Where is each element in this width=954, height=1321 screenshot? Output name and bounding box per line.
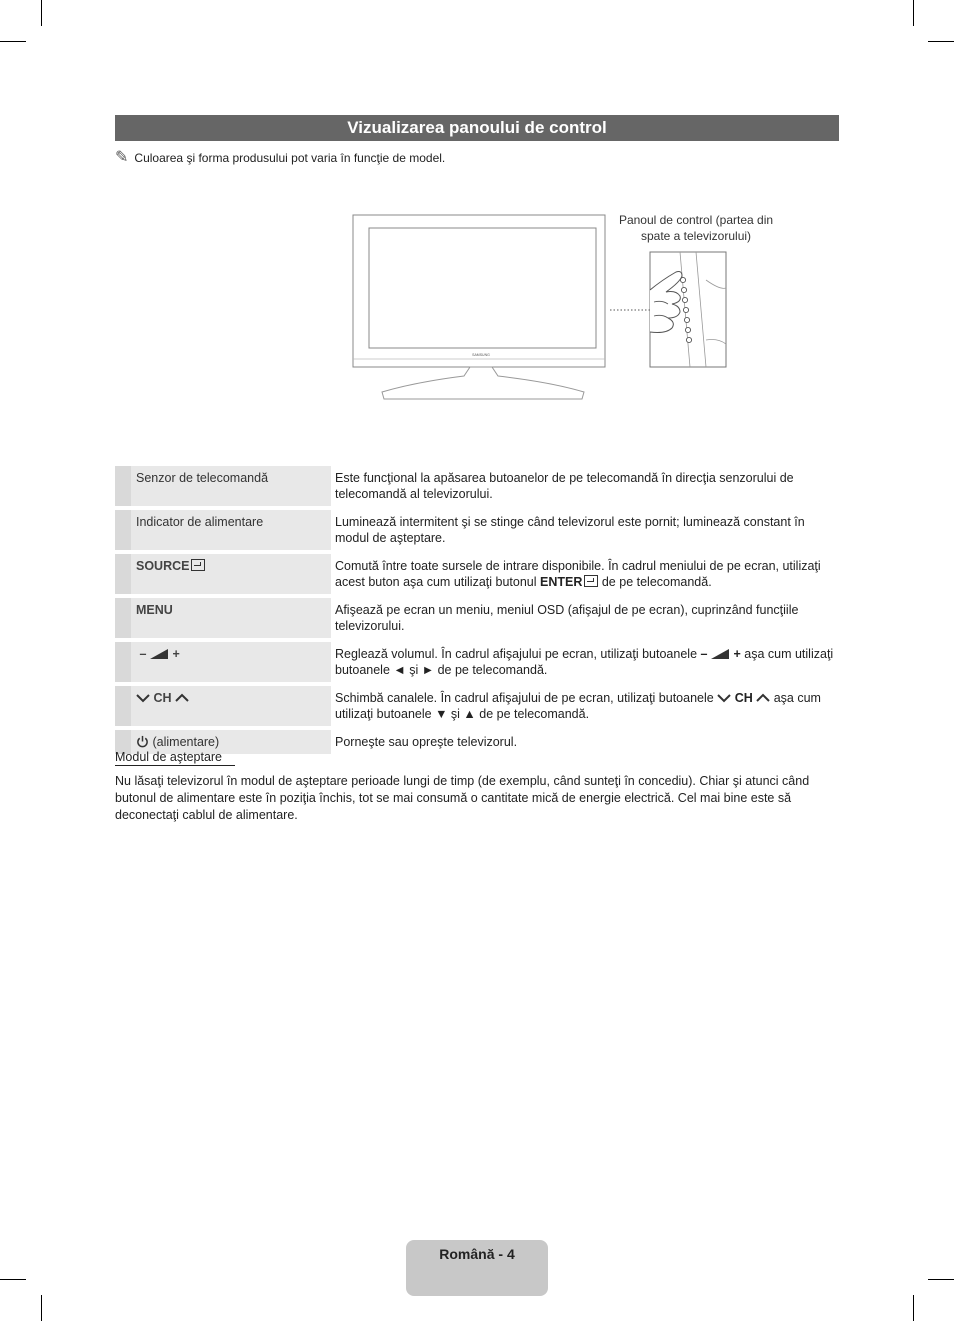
function-description: Porneşte sau opreşte televizorul. <box>331 730 839 754</box>
crop-mark <box>928 1279 954 1280</box>
source-label: SOURCE <box>136 559 190 573</box>
crop-mark <box>0 1279 26 1280</box>
tv-brand: SAMSUNG <box>472 353 490 357</box>
function-name <box>131 642 331 682</box>
power-label: (alimentare) <box>152 735 220 749</box>
table-row <box>115 554 839 594</box>
volume-plus: + <box>172 647 180 661</box>
function-description: Reglează volumul. În cadrul afişajului pe ecran, utilizaţi butoanele – + aşa cum utilizaţi butoanele ◄ şi ► de pe telecomandă. <box>331 642 839 682</box>
note <box>115 150 445 166</box>
page-label: Română - 4 <box>439 1246 515 1262</box>
function-description: Comută între toate sursele de intrare disponibile. În cadrul meniului de pe ecran, utilizaţi acest buton aşa cum utilizaţi butonul ENTER de pe telecomandă. <box>331 554 839 594</box>
function-description: Schimbă canalele. În cadrul afişajului de pe ecran, utilizaţi butoanele CH aşa cum utilizaţi butoanele ▼ şi ▲ de pe telecomandă. <box>331 686 839 726</box>
standby-heading: Modul de aşteptare <box>115 750 235 766</box>
note-text: Culoarea şi forma produsului pot varia în funcţie de model. <box>134 151 446 165</box>
table-row <box>115 686 839 726</box>
volume-icon <box>150 649 168 659</box>
chevron-down-icon <box>717 693 731 703</box>
volume-icon <box>711 649 729 659</box>
crop-mark <box>913 0 914 26</box>
function-description: Luminează intermitent şi se stinge când televizorul este pornit; luminează constant în modul de aşteptare. <box>331 510 839 550</box>
function-name: MENU <box>131 598 331 638</box>
crop-mark <box>913 1295 914 1321</box>
table-row <box>115 510 839 550</box>
enter-icon <box>584 575 598 587</box>
table-row <box>115 642 839 682</box>
control-panel-caption: Panoul de control (partea din spate a televizorului) <box>618 213 774 243</box>
page-title: Vizualizarea panoului de control <box>115 115 839 141</box>
function-name <box>131 554 331 594</box>
control-functions-table <box>115 462 839 758</box>
table-row <box>115 598 839 638</box>
volume-minus: – <box>139 647 147 661</box>
enter-label: ENTER <box>540 575 583 589</box>
standby-paragraph: Nu lăsaţi televizorul în modul de aşteptare perioade lungi de timp (de exemplu, când sunteţi în concediu). Chiar şi atunci când butonul de alimentare este în poziţia închis, tot se mai consumă o cantitate mică de energie electrică. Cel mai bine este să deconectaţi cablul de alimentare. <box>115 774 810 822</box>
chevron-up-icon <box>175 693 189 703</box>
table-row <box>115 466 839 506</box>
tv-screen <box>369 228 596 348</box>
crop-mark <box>41 1295 42 1321</box>
crop-mark <box>0 41 26 42</box>
channel-label: CH <box>153 691 172 705</box>
function-description: Este funcţional la apăsarea butoanelor de pe telecomandă în direcţia senzorului de telecomandă al televizorului. <box>331 466 839 506</box>
function-name: Senzor de telecomandă <box>131 466 331 506</box>
page-number-tab <box>406 1240 548 1296</box>
power-icon <box>136 735 149 748</box>
crop-mark <box>928 41 954 42</box>
crop-mark <box>41 0 42 26</box>
chevron-up-icon <box>756 693 770 703</box>
pencil-icon: ✎ <box>115 149 129 166</box>
function-description: Afişează pe ecran un meniu, meniul OSD (afişajul de pe ecran), cuprinzând funcţiile televizorului. <box>331 598 839 638</box>
chevron-down-icon <box>136 693 150 703</box>
source-icon <box>191 559 205 571</box>
function-name <box>131 686 331 726</box>
function-name: Indicator de alimentare <box>131 510 331 550</box>
tv-stand <box>382 367 584 399</box>
